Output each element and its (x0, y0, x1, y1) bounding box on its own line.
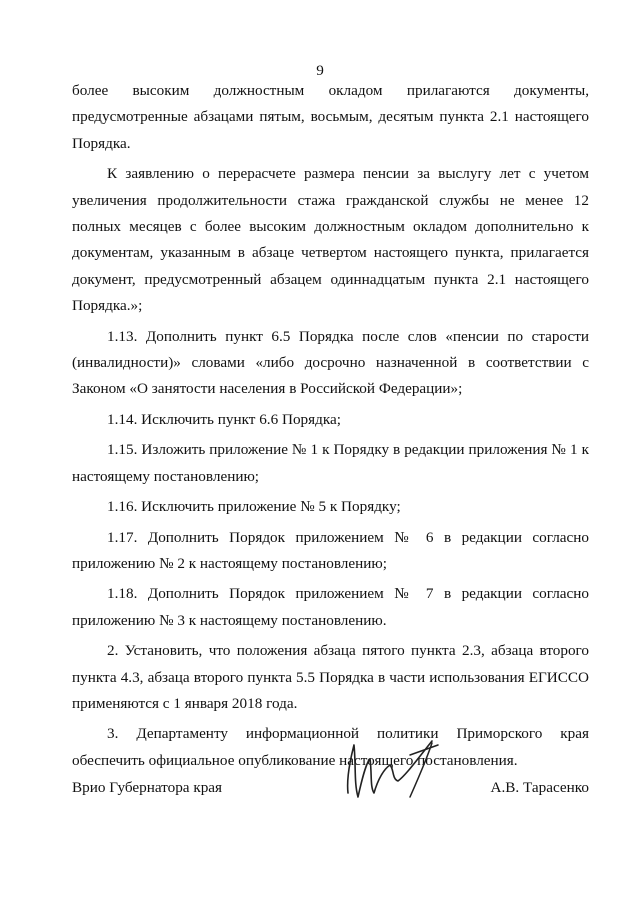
signer-title: Врио Губернатора края (72, 779, 223, 796)
paragraph-recalculation: К заявлению о перерасчете размера пенсии за выслугу лет с учетом увеличения продолжительности стажа гражданской службы не менее 12 полных месяцев с более высоким должностным окладом дополнительно к документам, указанным в абзаце четвертом настоящего пункта, прилагается документ, предусмотренный абзацем одиннадцатым пункта 2.1 настоящего Порядка.»; (72, 165, 589, 315)
paragraph-1-14: 1.14. Исключить пункт 6.6 Порядка; (107, 410, 341, 428)
paragraph-1-15: 1.15. Изложить приложение № 1 к Порядку в редакции приложения № 1 к настоящему постановлению; (72, 441, 589, 485)
paragraph-2: 2. Установить, что положения абзаца пятого пункта 2.3, абзаца второго пункта 4.3, абзаца второго пункта 5.5 Порядка в части использования ЕГИССО применяются с 1 января 2018 года. (72, 642, 589, 712)
signer-name: А.В. Тарасенко (490, 779, 589, 796)
document-body (72, 78, 589, 774)
paragraph-continuation: более высоким должностным окладом прилагаются документы, предусмотренные абзацами пятым, восьмым, десятым пункта 2.1 настоящего Порядка. (72, 82, 589, 152)
paragraph-1-18: 1.18. Дополнить Порядок приложением № 7 в редакции согласно приложению № 3 к настоящему постановлению. (72, 585, 589, 629)
signature-block (72, 775, 589, 805)
paragraph-1-16: 1.16. Исключить приложение № 5 к Порядку; (107, 498, 401, 516)
paragraph-1-13: 1.13. Дополнить пункт 6.5 Порядка после слов «пенсии по старости (инвалидности)» словами «либо досрочно назначенной в соответствии с Законом «О занятости населения в Российской Федерации»; (72, 327, 589, 398)
paragraph-1-17: 1.17. Дополнить Порядок приложением № 6 в редакции согласно приложению № 2 к настоящему постановлению; (72, 528, 589, 572)
paragraph-3: 3. Департаменту информационной политики Приморского края обеспечить официальное опубликование настоящего постановления. (72, 725, 589, 769)
page-number: 9 (316, 62, 324, 79)
handwritten-signature (340, 735, 450, 805)
